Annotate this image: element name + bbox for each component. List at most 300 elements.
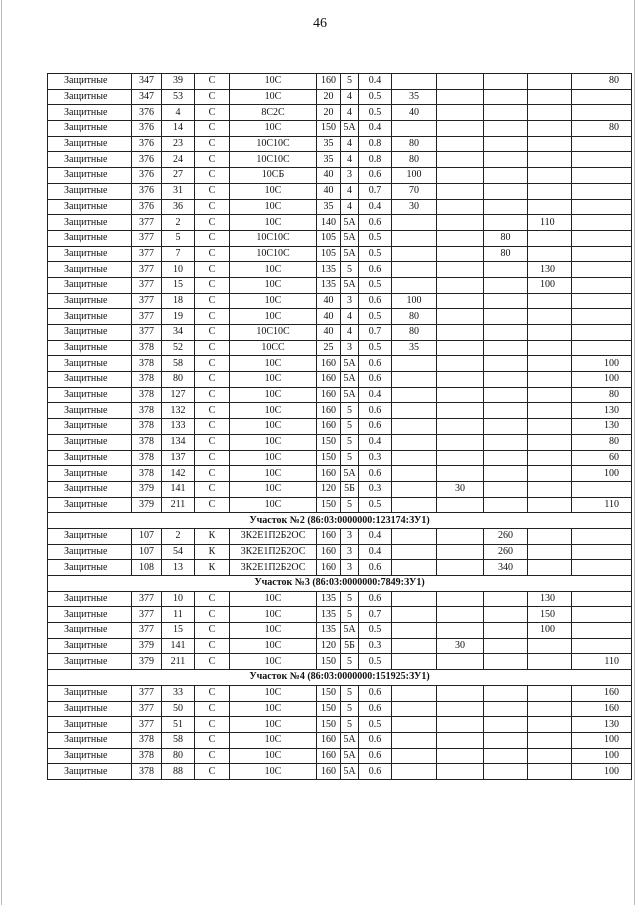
volume-cell-4: 110 bbox=[528, 215, 572, 231]
bonitet-cell: 5 bbox=[341, 403, 359, 419]
plot-cell: 127 bbox=[162, 387, 195, 403]
quarter-cell: 378 bbox=[132, 372, 162, 388]
table-row bbox=[48, 607, 632, 623]
volume-cell-2 bbox=[437, 560, 484, 576]
table-row bbox=[48, 450, 632, 466]
volume-cell-1 bbox=[392, 748, 437, 764]
plot-cell: 31 bbox=[162, 183, 195, 199]
volume-cell-2 bbox=[437, 89, 484, 105]
volume-cell-4 bbox=[528, 701, 572, 717]
bonitet-cell: 5А bbox=[341, 215, 359, 231]
plot-cell: 33 bbox=[162, 685, 195, 701]
formula-cell: 10С bbox=[230, 638, 317, 654]
bonitet-cell: 5А bbox=[341, 387, 359, 403]
plot-cell: 11 bbox=[162, 607, 195, 623]
bonitet-cell: 4 bbox=[341, 152, 359, 168]
quarter-cell: 377 bbox=[132, 607, 162, 623]
volume-cell-3: 260 bbox=[484, 528, 528, 544]
plot-cell: 53 bbox=[162, 89, 195, 105]
age-cell: 135 bbox=[317, 262, 341, 278]
plot-cell: 2 bbox=[162, 215, 195, 231]
volume-cell-2 bbox=[437, 74, 484, 90]
density-cell: 0.4 bbox=[359, 121, 392, 137]
volume-cell-3 bbox=[484, 293, 528, 309]
section-title: Участок №2 (86:03:0000000:123174:ЗУ1) bbox=[48, 513, 632, 529]
category-cell: Защитные bbox=[48, 293, 132, 309]
volume-cell-1 bbox=[392, 387, 437, 403]
table-row bbox=[48, 199, 632, 215]
table-row bbox=[48, 136, 632, 152]
formula-cell: 10С bbox=[230, 356, 317, 372]
bonitet-cell: 5А bbox=[341, 466, 359, 482]
volume-cell-4 bbox=[528, 434, 572, 450]
quarter-cell: 379 bbox=[132, 638, 162, 654]
category-cell: Защитные bbox=[48, 183, 132, 199]
formula-cell: 10СС bbox=[230, 340, 317, 356]
species-cell: С bbox=[195, 654, 230, 670]
volume-cell-3: 80 bbox=[484, 230, 528, 246]
quarter-cell: 378 bbox=[132, 434, 162, 450]
volume-cell-1: 35 bbox=[392, 89, 437, 105]
table-row bbox=[48, 403, 632, 419]
plot-cell: 50 bbox=[162, 701, 195, 717]
category-cell: Защитные bbox=[48, 685, 132, 701]
volume-cell-2 bbox=[437, 356, 484, 372]
category-cell: Защитные bbox=[48, 105, 132, 121]
bonitet-cell: 5 bbox=[341, 607, 359, 623]
volume-cell-1 bbox=[392, 372, 437, 388]
volume-cell-3 bbox=[484, 340, 528, 356]
volume-cell-1: 100 bbox=[392, 168, 437, 184]
table-row bbox=[48, 387, 632, 403]
formula-cell: 10С bbox=[230, 748, 317, 764]
formula-cell: 10С10С bbox=[230, 136, 317, 152]
category-cell: Защитные bbox=[48, 340, 132, 356]
volume-cell-1 bbox=[392, 419, 437, 435]
volume-cell-5: 110 bbox=[572, 654, 632, 670]
table-row bbox=[48, 105, 632, 121]
bonitet-cell: 5 bbox=[341, 497, 359, 513]
species-cell: С bbox=[195, 607, 230, 623]
species-cell: С bbox=[195, 372, 230, 388]
quarter-cell: 377 bbox=[132, 262, 162, 278]
volume-cell-3 bbox=[484, 764, 528, 780]
formula-cell: 10С bbox=[230, 89, 317, 105]
age-cell: 40 bbox=[317, 168, 341, 184]
category-cell: Защитные bbox=[48, 466, 132, 482]
bonitet-cell: 5 bbox=[341, 74, 359, 90]
volume-cell-3 bbox=[484, 121, 528, 137]
volume-cell-3 bbox=[484, 105, 528, 121]
quarter-cell: 378 bbox=[132, 387, 162, 403]
volume-cell-3 bbox=[484, 262, 528, 278]
volume-cell-4 bbox=[528, 168, 572, 184]
quarter-cell: 107 bbox=[132, 544, 162, 560]
formula-cell: 10С bbox=[230, 732, 317, 748]
page-number: 46 bbox=[313, 16, 327, 31]
volume-cell-1: 70 bbox=[392, 183, 437, 199]
age-cell: 40 bbox=[317, 309, 341, 325]
plot-cell: 54 bbox=[162, 544, 195, 560]
volume-cell-4 bbox=[528, 121, 572, 137]
volume-cell-1 bbox=[392, 623, 437, 639]
volume-cell-4 bbox=[528, 309, 572, 325]
volume-cell-3 bbox=[484, 168, 528, 184]
table-row bbox=[48, 356, 632, 372]
plot-cell: 7 bbox=[162, 246, 195, 262]
volume-cell-1 bbox=[392, 262, 437, 278]
volume-cell-5 bbox=[572, 309, 632, 325]
quarter-cell: 378 bbox=[132, 748, 162, 764]
volume-cell-3 bbox=[484, 403, 528, 419]
formula-cell: 8С2С bbox=[230, 105, 317, 121]
quarter-cell: 378 bbox=[132, 403, 162, 419]
volume-cell-2: 30 bbox=[437, 638, 484, 654]
volume-cell-2 bbox=[437, 685, 484, 701]
age-cell: 150 bbox=[317, 121, 341, 137]
species-cell: С bbox=[195, 168, 230, 184]
volume-cell-4 bbox=[528, 654, 572, 670]
age-cell: 150 bbox=[317, 717, 341, 733]
species-cell: С bbox=[195, 262, 230, 278]
bonitet-cell: 5А bbox=[341, 764, 359, 780]
volume-cell-4 bbox=[528, 387, 572, 403]
species-cell: С bbox=[195, 638, 230, 654]
volume-cell-4 bbox=[528, 497, 572, 513]
species-cell: С bbox=[195, 309, 230, 325]
table-row bbox=[48, 560, 632, 576]
formula-cell: 10С bbox=[230, 403, 317, 419]
bonitet-cell: 5 bbox=[341, 262, 359, 278]
plot-cell: 13 bbox=[162, 560, 195, 576]
table-row bbox=[48, 654, 632, 670]
volume-cell-5 bbox=[572, 136, 632, 152]
volume-cell-3: 340 bbox=[484, 560, 528, 576]
volume-cell-2 bbox=[437, 340, 484, 356]
formula-cell: 10С bbox=[230, 419, 317, 435]
age-cell: 160 bbox=[317, 356, 341, 372]
quarter-cell: 108 bbox=[132, 560, 162, 576]
volume-cell-5 bbox=[572, 246, 632, 262]
age-cell: 20 bbox=[317, 105, 341, 121]
volume-cell-5: 130 bbox=[572, 403, 632, 419]
species-cell: С bbox=[195, 74, 230, 90]
density-cell: 0.7 bbox=[359, 183, 392, 199]
species-cell: С bbox=[195, 325, 230, 341]
plot-cell: 134 bbox=[162, 434, 195, 450]
category-cell: Защитные bbox=[48, 701, 132, 717]
volume-cell-4 bbox=[528, 528, 572, 544]
table-row bbox=[48, 325, 632, 341]
density-cell: 0.6 bbox=[359, 168, 392, 184]
density-cell: 0.5 bbox=[359, 497, 392, 513]
density-cell: 0.6 bbox=[359, 732, 392, 748]
category-cell: Защитные bbox=[48, 199, 132, 215]
table-row bbox=[48, 277, 632, 293]
bonitet-cell: 5А bbox=[341, 277, 359, 293]
volume-cell-2 bbox=[437, 293, 484, 309]
volume-cell-3 bbox=[484, 591, 528, 607]
age-cell: 40 bbox=[317, 293, 341, 309]
density-cell: 0.3 bbox=[359, 450, 392, 466]
volume-cell-4 bbox=[528, 403, 572, 419]
table-row bbox=[48, 481, 632, 497]
volume-cell-1 bbox=[392, 607, 437, 623]
bonitet-cell: 5А bbox=[341, 121, 359, 137]
volume-cell-3 bbox=[484, 685, 528, 701]
species-cell: С bbox=[195, 356, 230, 372]
table-row bbox=[48, 293, 632, 309]
category-cell: Защитные bbox=[48, 74, 132, 90]
species-cell: С bbox=[195, 764, 230, 780]
volume-cell-2 bbox=[437, 121, 484, 137]
density-cell: 0.5 bbox=[359, 340, 392, 356]
volume-cell-2 bbox=[437, 466, 484, 482]
species-cell: С bbox=[195, 591, 230, 607]
quarter-cell: 376 bbox=[132, 121, 162, 137]
volume-cell-4: 150 bbox=[528, 607, 572, 623]
volume-cell-1: 40 bbox=[392, 105, 437, 121]
quarter-cell: 379 bbox=[132, 654, 162, 670]
species-cell: С bbox=[195, 497, 230, 513]
bonitet-cell: 3 bbox=[341, 560, 359, 576]
volume-cell-2 bbox=[437, 450, 484, 466]
density-cell: 0.7 bbox=[359, 325, 392, 341]
plot-cell: 211 bbox=[162, 497, 195, 513]
species-cell: С bbox=[195, 403, 230, 419]
volume-cell-5: 80 bbox=[572, 434, 632, 450]
volume-cell-3 bbox=[484, 497, 528, 513]
category-cell: Защитные bbox=[48, 215, 132, 231]
density-cell: 0.6 bbox=[359, 764, 392, 780]
quarter-cell: 377 bbox=[132, 293, 162, 309]
formula-cell: 10С bbox=[230, 74, 317, 90]
volume-cell-5: 100 bbox=[572, 732, 632, 748]
table-row bbox=[48, 168, 632, 184]
age-cell: 40 bbox=[317, 325, 341, 341]
species-cell: С bbox=[195, 466, 230, 482]
volume-cell-5 bbox=[572, 528, 632, 544]
age-cell: 160 bbox=[317, 732, 341, 748]
formula-cell: 10С bbox=[230, 372, 317, 388]
formula-cell: 10С bbox=[230, 121, 317, 137]
density-cell: 0.7 bbox=[359, 607, 392, 623]
density-cell: 0.6 bbox=[359, 419, 392, 435]
volume-cell-1 bbox=[392, 560, 437, 576]
density-cell: 0.6 bbox=[359, 748, 392, 764]
table-body bbox=[48, 74, 632, 780]
volume-cell-2 bbox=[437, 199, 484, 215]
formula-cell: 10С bbox=[230, 199, 317, 215]
density-cell: 0.6 bbox=[359, 685, 392, 701]
plot-cell: 142 bbox=[162, 466, 195, 482]
plot-cell: 10 bbox=[162, 591, 195, 607]
volume-cell-4 bbox=[528, 560, 572, 576]
category-cell: Защитные bbox=[48, 591, 132, 607]
bonitet-cell: 5 bbox=[341, 591, 359, 607]
species-cell: С bbox=[195, 199, 230, 215]
species-cell: К bbox=[195, 560, 230, 576]
volume-cell-2 bbox=[437, 387, 484, 403]
plot-cell: 132 bbox=[162, 403, 195, 419]
bonitet-cell: 5 bbox=[341, 434, 359, 450]
density-cell: 0.6 bbox=[359, 262, 392, 278]
species-cell: С bbox=[195, 246, 230, 262]
volume-cell-5: 100 bbox=[572, 748, 632, 764]
volume-cell-5: 130 bbox=[572, 717, 632, 733]
volume-cell-2 bbox=[437, 152, 484, 168]
density-cell: 0.6 bbox=[359, 293, 392, 309]
bonitet-cell: 5Б bbox=[341, 481, 359, 497]
plot-cell: 52 bbox=[162, 340, 195, 356]
category-cell: Защитные bbox=[48, 262, 132, 278]
category-cell: Защитные bbox=[48, 403, 132, 419]
age-cell: 35 bbox=[317, 199, 341, 215]
formula-cell: 10С bbox=[230, 434, 317, 450]
volume-cell-3: 80 bbox=[484, 246, 528, 262]
age-cell: 135 bbox=[317, 607, 341, 623]
volume-cell-5 bbox=[572, 607, 632, 623]
formula-cell: 10С10С bbox=[230, 152, 317, 168]
table-row bbox=[48, 466, 632, 482]
bonitet-cell: 4 bbox=[341, 183, 359, 199]
volume-cell-3 bbox=[484, 466, 528, 482]
volume-cell-4 bbox=[528, 544, 572, 560]
table-row bbox=[48, 121, 632, 137]
volume-cell-2 bbox=[437, 372, 484, 388]
volume-cell-2 bbox=[437, 497, 484, 513]
formula-cell: 10С bbox=[230, 450, 317, 466]
age-cell: 150 bbox=[317, 685, 341, 701]
density-cell: 0.6 bbox=[359, 372, 392, 388]
volume-cell-2 bbox=[437, 105, 484, 121]
category-cell: Защитные bbox=[48, 277, 132, 293]
quarter-cell: 378 bbox=[132, 764, 162, 780]
age-cell: 160 bbox=[317, 544, 341, 560]
table-row bbox=[48, 685, 632, 701]
table-row bbox=[48, 246, 632, 262]
category-cell: Защитные bbox=[48, 136, 132, 152]
volume-cell-5: 80 bbox=[572, 121, 632, 137]
volume-cell-4 bbox=[528, 136, 572, 152]
volume-cell-5 bbox=[572, 325, 632, 341]
category-cell: Защитные bbox=[48, 434, 132, 450]
volume-cell-1 bbox=[392, 717, 437, 733]
age-cell: 160 bbox=[317, 764, 341, 780]
species-cell: К bbox=[195, 544, 230, 560]
volume-cell-4 bbox=[528, 74, 572, 90]
table-row bbox=[48, 732, 632, 748]
formula-cell: 10СБ bbox=[230, 168, 317, 184]
volume-cell-4 bbox=[528, 183, 572, 199]
volume-cell-5 bbox=[572, 215, 632, 231]
volume-cell-5 bbox=[572, 560, 632, 576]
volume-cell-2 bbox=[437, 607, 484, 623]
volume-cell-3 bbox=[484, 183, 528, 199]
volume-cell-2 bbox=[437, 748, 484, 764]
volume-cell-5 bbox=[572, 89, 632, 105]
age-cell: 160 bbox=[317, 419, 341, 435]
category-cell: Защитные bbox=[48, 152, 132, 168]
volume-cell-4: 100 bbox=[528, 623, 572, 639]
plot-cell: 58 bbox=[162, 732, 195, 748]
quarter-cell: 378 bbox=[132, 419, 162, 435]
species-cell: С bbox=[195, 387, 230, 403]
bonitet-cell: 5А bbox=[341, 230, 359, 246]
formula-cell: 10С10С bbox=[230, 325, 317, 341]
volume-cell-5 bbox=[572, 544, 632, 560]
quarter-cell: 378 bbox=[132, 466, 162, 482]
volume-cell-2 bbox=[437, 544, 484, 560]
table-row bbox=[48, 497, 632, 513]
age-cell: 135 bbox=[317, 623, 341, 639]
quarter-cell: 347 bbox=[132, 74, 162, 90]
volume-cell-5: 100 bbox=[572, 372, 632, 388]
age-cell: 140 bbox=[317, 215, 341, 231]
volume-cell-2 bbox=[437, 136, 484, 152]
volume-cell-1 bbox=[392, 764, 437, 780]
volume-cell-5 bbox=[572, 481, 632, 497]
table-row bbox=[48, 764, 632, 780]
density-cell: 0.4 bbox=[359, 434, 392, 450]
bonitet-cell: 5А bbox=[341, 748, 359, 764]
category-cell: Защитные bbox=[48, 497, 132, 513]
species-cell: С bbox=[195, 215, 230, 231]
category-cell: Защитные bbox=[48, 450, 132, 466]
volume-cell-2 bbox=[437, 591, 484, 607]
volume-cell-2 bbox=[437, 732, 484, 748]
volume-cell-4 bbox=[528, 450, 572, 466]
species-cell: С bbox=[195, 685, 230, 701]
table-row bbox=[48, 638, 632, 654]
age-cell: 150 bbox=[317, 497, 341, 513]
volume-cell-4 bbox=[528, 293, 572, 309]
plot-cell: 23 bbox=[162, 136, 195, 152]
plot-cell: 51 bbox=[162, 717, 195, 733]
formula-cell: 10С bbox=[230, 701, 317, 717]
volume-cell-3 bbox=[484, 701, 528, 717]
species-cell: С bbox=[195, 717, 230, 733]
forest-inventory-table bbox=[47, 73, 632, 780]
volume-cell-1 bbox=[392, 497, 437, 513]
category-cell: Защитные bbox=[48, 246, 132, 262]
age-cell: 160 bbox=[317, 466, 341, 482]
table-row bbox=[48, 419, 632, 435]
species-cell: С bbox=[195, 183, 230, 199]
species-cell: С bbox=[195, 340, 230, 356]
volume-cell-2 bbox=[437, 623, 484, 639]
age-cell: 160 bbox=[317, 528, 341, 544]
formula-cell: 10С bbox=[230, 215, 317, 231]
quarter-cell: 347 bbox=[132, 89, 162, 105]
section-title: Участок №3 (86:03:0000000:7849:ЗУ1) bbox=[48, 576, 632, 592]
volume-cell-1: 30 bbox=[392, 199, 437, 215]
volume-cell-3 bbox=[484, 434, 528, 450]
species-cell: С bbox=[195, 623, 230, 639]
density-cell: 0.4 bbox=[359, 387, 392, 403]
volume-cell-4 bbox=[528, 481, 572, 497]
age-cell: 160 bbox=[317, 748, 341, 764]
bonitet-cell: 5 bbox=[341, 654, 359, 670]
volume-cell-1 bbox=[392, 74, 437, 90]
volume-cell-4: 100 bbox=[528, 277, 572, 293]
age-cell: 120 bbox=[317, 481, 341, 497]
section-header-row bbox=[48, 513, 632, 529]
volume-cell-1: 80 bbox=[392, 325, 437, 341]
volume-cell-3 bbox=[484, 277, 528, 293]
volume-cell-4 bbox=[528, 199, 572, 215]
category-cell: Защитные bbox=[48, 168, 132, 184]
